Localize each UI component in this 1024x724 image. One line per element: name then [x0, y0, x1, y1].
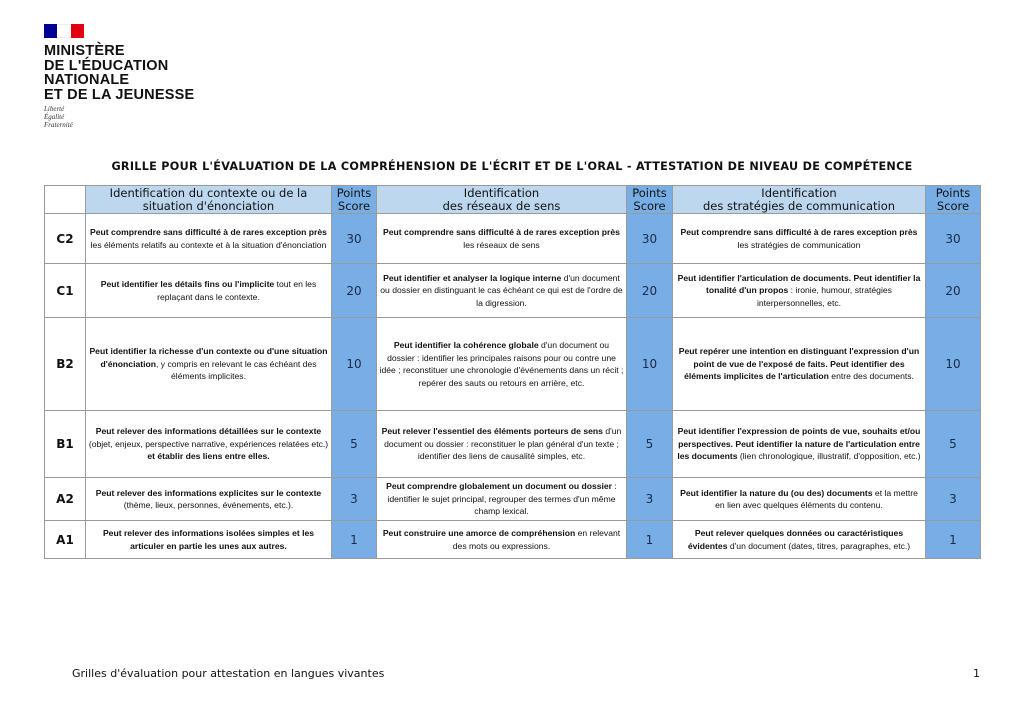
descriptor-cell	[86, 521, 332, 559]
header-line: Score	[936, 198, 970, 213]
descriptor-bold-text: Peut identifier l'articulation de documents. Peut identifier la tonalité d'un propos	[677, 272, 921, 296]
header-line: Points	[336, 185, 372, 200]
table-row	[45, 264, 981, 318]
french-flag-icon	[44, 24, 84, 38]
level-cell: B1	[45, 411, 86, 478]
header-points	[627, 186, 673, 214]
points-cell: 10	[332, 318, 377, 411]
descriptor-cell	[377, 264, 627, 318]
descriptor-text: tout en les replaçant dans le contexte.	[157, 279, 317, 302]
motto	[44, 105, 194, 129]
points-cell: 10	[627, 318, 673, 411]
logo-line: DE L'ÉDUCATION	[44, 57, 169, 74]
descriptor-text: d'un document ou dossier en distinguant le cas échéant ce qui est de l'ordre de la digression.	[380, 272, 623, 308]
descriptor-cell	[673, 521, 926, 559]
points-cell: 3	[332, 478, 377, 521]
header-points	[332, 186, 377, 214]
descriptor-bold-text: Peut relever l'essentiel des éléments porteurs de sens	[381, 426, 603, 437]
header-blank	[45, 186, 86, 214]
descriptor-cell	[673, 478, 926, 521]
grid-body	[45, 214, 981, 559]
descriptor-cell	[377, 214, 627, 264]
points-cell: 20	[627, 264, 673, 318]
descriptor-cell	[86, 318, 332, 411]
points-cell: 30	[926, 214, 981, 264]
descriptor-bold-text: Peut relever des informations isolées simples et les articuler en partie les unes aux autres.	[102, 528, 315, 551]
header-line: Identification du contexte ou de la	[109, 185, 308, 200]
descriptor-text: , y compris en relevant le cas échéant des éléments implicites.	[156, 358, 317, 382]
ministry-logo	[44, 24, 194, 129]
points-cell: 1	[332, 521, 377, 559]
header-points	[926, 186, 981, 214]
descriptor-bold-text: Peut relever quelques données ou caractéristiques évidentes	[687, 528, 904, 551]
descriptor-bold-text: Peut identifier et analyser la logique interne	[383, 272, 562, 283]
header-line: Identification	[761, 185, 837, 200]
header-line: situation d'énonciation	[142, 198, 275, 213]
descriptor-bold-text: Peut identifier la cohérence globale	[393, 340, 539, 350]
header-line: Score	[633, 198, 666, 213]
motto-line: Liberté	[44, 105, 65, 113]
descriptor-bold-text: et établir des liens entre elles.	[147, 451, 270, 462]
points-cell: 10	[926, 318, 981, 411]
header-strategies	[673, 186, 926, 214]
descriptor-bold-text: Peut relever des informations explicites sur le contexte	[95, 487, 322, 498]
table-row	[45, 318, 981, 411]
descriptor-text: entre des documents.	[828, 371, 914, 382]
descriptor-text: (thème, lieux, personnes, événements, etc.).	[123, 500, 294, 510]
evaluation-grid	[44, 185, 981, 559]
motto-line: Égalité	[44, 113, 65, 121]
descriptor-cell	[673, 318, 926, 411]
descriptor-text: : identifier le sujet principal, regrouper des termes d'un même champ lexical.	[387, 481, 617, 517]
descriptor-cell	[377, 411, 627, 478]
descriptor-cell	[673, 411, 926, 478]
level-cell: C1	[45, 264, 86, 318]
logo-line: MINISTÈRE	[44, 43, 125, 59]
descriptor-bold-text: Peut identifier les détails fins ou l'implicite	[100, 279, 275, 289]
header-line: des réseaux de sens	[442, 198, 561, 213]
table-row	[45, 521, 981, 559]
descriptor-bold-text: Peut construire une amorce de compréhension	[382, 528, 576, 538]
table-row	[45, 411, 981, 478]
header-context	[86, 186, 332, 214]
descriptor-cell	[86, 214, 332, 264]
points-cell: 1	[627, 521, 673, 559]
page-number: 1	[973, 667, 980, 680]
logo-line: ET DE LA JEUNESSE	[44, 86, 195, 103]
level-cell: A1	[45, 521, 86, 559]
descriptor-cell	[86, 411, 332, 478]
points-cell: 1	[926, 521, 981, 559]
motto-line: Fraternité	[44, 121, 73, 129]
header-row	[45, 186, 981, 214]
points-cell: 3	[926, 478, 981, 521]
table-row	[45, 214, 981, 264]
descriptor-text: et la mettre en lien avec quelques éléments du contenu.	[715, 487, 918, 510]
points-cell: 30	[627, 214, 673, 264]
points-cell: 3	[627, 478, 673, 521]
descriptor-cell	[86, 264, 332, 318]
descriptor-text: les réseaux de sens	[463, 239, 540, 250]
descriptor-bold-text: Peut repérer une intention en distinguant l'expression d'un point de vue de l'exposé de faits. Peut identifier des éléments implicites de l'articulation	[678, 346, 920, 382]
descriptor-bold-text: Peut relever des informations détaillées sur le contexte	[95, 426, 322, 437]
descriptor-cell	[377, 318, 627, 411]
header-line: Score	[337, 198, 371, 213]
descriptor-bold-text: Peut identifier la nature du (ou des) documents	[680, 487, 873, 498]
points-cell: 20	[332, 264, 377, 318]
descriptor-bold-text: Peut comprendre sans difficulté à de rares exception près	[680, 227, 918, 237]
header-line: Points	[632, 185, 667, 200]
logo-line: NATIONALE	[44, 72, 130, 88]
descriptor-bold-text: Peut comprendre sans difficulté à de rares exception près	[90, 227, 327, 237]
descriptor-text: (lien chronologique, illustratif, d'opposition, etc.)	[737, 451, 921, 462]
descriptor-text: d'un document (dates, titres, paragraphes, etc.)	[727, 540, 911, 551]
descriptor-text: (objet, enjeux, perspective narrative, expériences relatées etc.)	[88, 438, 329, 449]
descriptor-cell	[377, 521, 627, 559]
descriptor-text: d'un document ou dossier : reconstituer le plan général d'un texte ; identifier des liens de causalité simples, etc.	[384, 426, 622, 462]
points-cell: 5	[926, 411, 981, 478]
points-cell: 20	[926, 264, 981, 318]
level-cell: B2	[45, 318, 86, 411]
level-cell: C2	[45, 214, 86, 264]
footer-text: Grilles d'évaluation pour attestation en langues vivantes	[72, 667, 385, 680]
descriptor-text: les éléments relatifs au contexte et à la situation d'énonciation	[90, 239, 327, 250]
ministry-name	[44, 44, 194, 102]
descriptor-bold-text: Peut identifier la richesse d'un contexte ou d'une situation d'énonciation	[89, 346, 328, 369]
descriptor-text: : ironie, humour, stratégies interpersonnelles, etc.	[756, 285, 892, 308]
descriptor-text: d'un document ou dossier : identifier les principales raisons pour ou contre une idée ; reconstituer une chronologie d'événements dans un récit ; repérer des sauts ou retours en arrière, etc.	[379, 340, 624, 388]
header-line: Identification	[463, 185, 540, 200]
header-line: Points	[935, 185, 971, 200]
page-title: GRILLE POUR L'ÉVALUATION DE LA COMPRÉHENSION DE L'ÉCRIT ET DE L'ORAL - ATTESTATION DE NIVEAU DE COMPÉTENCE	[111, 160, 913, 173]
header-line: des stratégies de communication	[702, 198, 896, 213]
descriptor-bold-text: Peut comprendre globalement un document ou dossier	[386, 481, 613, 492]
descriptor-cell	[673, 214, 926, 264]
level-cell: A2	[45, 478, 86, 521]
points-cell: 5	[627, 411, 673, 478]
descriptor-cell	[377, 478, 627, 521]
descriptor-text: les stratégies de communication	[737, 239, 861, 250]
descriptor-bold-text: Peut identifier l'expression de points de vue, souhaits et/ou perspectives. Peut identifier la nature de l'articulation entre les documents	[677, 426, 921, 462]
points-cell: 5	[332, 411, 377, 478]
descriptor-cell	[86, 478, 332, 521]
descriptor-cell	[673, 264, 926, 318]
header-networks	[377, 186, 627, 214]
points-cell: 30	[332, 214, 377, 264]
table-row	[45, 478, 981, 521]
descriptor-text: en relevant des mots ou expressions.	[452, 528, 621, 551]
descriptor-bold-text: Peut comprendre sans difficulté à de rares exception près	[383, 227, 620, 237]
